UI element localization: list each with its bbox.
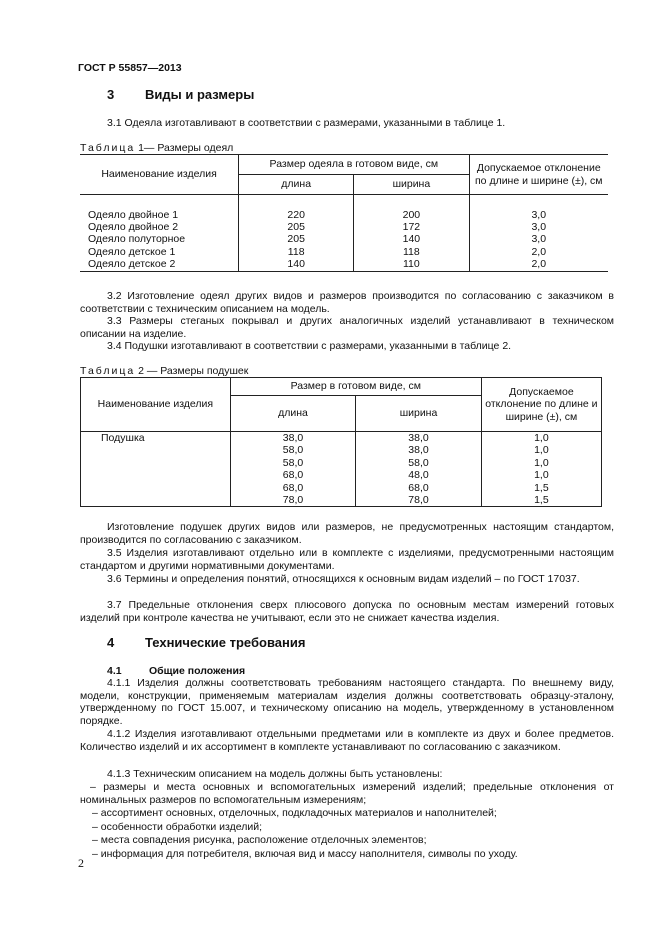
section-number: 4 <box>107 635 115 650</box>
paragraph-3-1: 3.1 Одеяла изготавливают в соответствии с размерами, указанными в таблице 1. <box>107 117 506 129</box>
row-deviation: 1,0 <box>481 457 601 469</box>
row-deviation: 3,0 <box>531 233 547 246</box>
table-header-deviation: Допускаемое отклонение по длине и ширине (±), см <box>469 155 608 195</box>
caption-text: 2 — Размеры подушек <box>135 365 249 377</box>
table-header-length: длина <box>230 396 355 432</box>
row-length: 58,0 <box>230 457 355 469</box>
table-row <box>81 432 602 445</box>
table-header-width: ширина <box>356 396 482 432</box>
paragraph-4-1-3: 4.1.3 Техническим описанием на модель должны быть установлены: <box>107 768 443 780</box>
row-name: Одеяло двойное 1 <box>80 209 239 221</box>
table-row <box>80 246 608 258</box>
paragraph-3-4: 3.4 Подушки изготавливают в соответствии с размерами, указанными в таблице 2. <box>107 340 512 352</box>
section-4-heading <box>107 637 305 650</box>
row-width: 118 <box>354 246 469 258</box>
row-width: 110 <box>354 258 469 271</box>
list-item: – ассортимент основных, отделочных, подкладочных материалов и наполнителей; <box>92 807 497 819</box>
table-row <box>80 233 608 245</box>
row-width: 200 <box>354 209 469 221</box>
table-1 <box>80 154 608 272</box>
row-name: Одеяло двойное 2 <box>80 221 239 233</box>
table-row <box>81 469 602 481</box>
row-width: 48,0 <box>356 469 482 481</box>
subsection-title: Общие положения <box>149 665 246 677</box>
caption-word: Таблица <box>80 365 136 377</box>
row-width: 172 <box>354 221 469 233</box>
table-row <box>81 444 602 456</box>
subsection-4-1-heading <box>80 665 614 678</box>
row-width: 140 <box>354 233 469 245</box>
table-header-name: Наименование изделия <box>81 378 231 432</box>
table-1-caption <box>80 142 233 155</box>
section-3-heading <box>107 89 254 102</box>
table-header-size: Размер в готовом виде, см <box>230 378 481 396</box>
table-2 <box>80 377 602 507</box>
row-length: 205 <box>239 233 354 245</box>
table-header-deviation: Допускаемое отклонение по длине и ширине (±), см <box>481 378 601 432</box>
list-item: – места совпадения рисунка, расположение отделочных элементов; <box>92 834 427 846</box>
table-row <box>81 482 602 494</box>
row-deviation: 1,0 <box>481 444 601 456</box>
subsection-number: 4.1 <box>107 665 122 677</box>
row-deviation: 1,5 <box>481 482 601 494</box>
table-row <box>81 494 602 507</box>
list-item: – информация для потребителя, включая вид и массу наполнителя, символы по уходу. <box>92 847 518 860</box>
row-length: 205 <box>239 221 354 233</box>
table-header-name: Наименование изделия <box>80 155 239 195</box>
table-header-width: ширина <box>354 175 469 195</box>
caption-text: 1— Размеры одеял <box>135 142 234 154</box>
row-deviation: 3,0 <box>531 220 547 233</box>
paragraph-3-3: 3.3 Размеры стеганых покрывал и других аналогичных изделий устанавливают в техническом описании на изделие. <box>80 315 614 340</box>
row-width: 38,0 <box>356 444 482 456</box>
requirements-list <box>80 781 614 860</box>
row-deviation: 2,0 <box>531 245 547 258</box>
row-name: Одеяло детское 2 <box>80 258 239 271</box>
row-deviation: 2,0 <box>469 258 608 271</box>
row-length: 68,0 <box>230 482 355 494</box>
paragraph-3-2: 3.2 Изготовление одеял других видов и размеров производится по согласованию с заказчиком в соответствии с техническим описанием на модель. <box>80 290 614 315</box>
row-length: 38,0 <box>230 432 355 445</box>
caption-word: Таблица <box>80 142 136 154</box>
row-length: 78,0 <box>230 494 355 507</box>
table-row <box>81 457 602 469</box>
section-title: Виды и размеры <box>145 87 255 102</box>
table-header-size: Размер одеяла в готовом виде, см <box>239 155 469 175</box>
row-length: 140 <box>239 258 354 271</box>
table-row <box>80 221 608 233</box>
paragraph-pillows-other: Изготовление подушек других видов или размеров, не предусмотренных настоящим стандартом, производится по согласованию с заказчиком. <box>80 521 614 546</box>
row-deviation: 1,5 <box>481 494 601 507</box>
row-width: 58,0 <box>356 457 482 469</box>
row-deviation: 3,0 <box>531 208 547 221</box>
row-width: 78,0 <box>356 494 482 507</box>
paragraph-3-7: 3.7 Предельные отклонения сверх плюсового допуска по основным местам измерений готовых изделий при контроле качества не учитывают, если это не снижает качества изделия. <box>80 599 614 624</box>
row-deviation: 1,0 <box>481 469 601 481</box>
table-row <box>80 258 608 271</box>
page-number: 2 <box>78 856 84 870</box>
document-header: ГОСТ Р 55857—2013 <box>78 62 182 74</box>
section-number: 3 <box>107 87 115 102</box>
row-width: 68,0 <box>356 482 482 494</box>
paragraph-4-1-1: 4.1.1 Изделия должны соответствовать требованиям настоящего стандарта. По внешнему виду, модели, конструкции, применяемым материалам изделия должны соответствовать образцу-эталону, утвержденному по ГОСТ 15.007, и техническому описанию на модель, утвержденному в установленном порядке. <box>80 677 614 727</box>
row-length: 118 <box>239 246 354 258</box>
row-name: Подушка <box>81 432 231 445</box>
table-2-caption <box>80 365 248 378</box>
row-deviation: 1,0 <box>481 432 601 445</box>
row-name: Одеяло полуторное <box>80 233 239 245</box>
row-name: Одеяло детское 1 <box>80 246 239 258</box>
row-length: 58,0 <box>230 444 355 456</box>
row-width: 38,0 <box>356 432 482 445</box>
list-item: – размеры и места основных и вспомогательных измерений изделий; предельные отклонения от номинальных размеров по вспомогательным измерениям; <box>80 781 614 806</box>
paragraph-3-6: 3.6 Термины и определения понятий, относящихся к основным видам изделий – по ГОСТ 17037. <box>107 573 580 585</box>
paragraph-4-1-2: 4.1.2 Изделия изготавливают отдельными предметами или в комплекте из двух и более предметов. Количество изделий и их ассортимент в комплекте устанавливают по согласованию с заказчиком. <box>80 728 614 753</box>
section-title: Технические требования <box>145 635 306 650</box>
row-length: 220 <box>239 209 354 221</box>
row-length: 68,0 <box>230 469 355 481</box>
table-header-length: длина <box>239 175 354 195</box>
paragraph-3-5: 3.5 Изделия изготавливают отдельно или в комплекте с изделиями, предусмотренными настоящим стандартом и другими нормативными документами. <box>80 547 614 572</box>
table-row <box>80 209 608 221</box>
list-item: – особенности обработки изделий; <box>92 820 262 833</box>
